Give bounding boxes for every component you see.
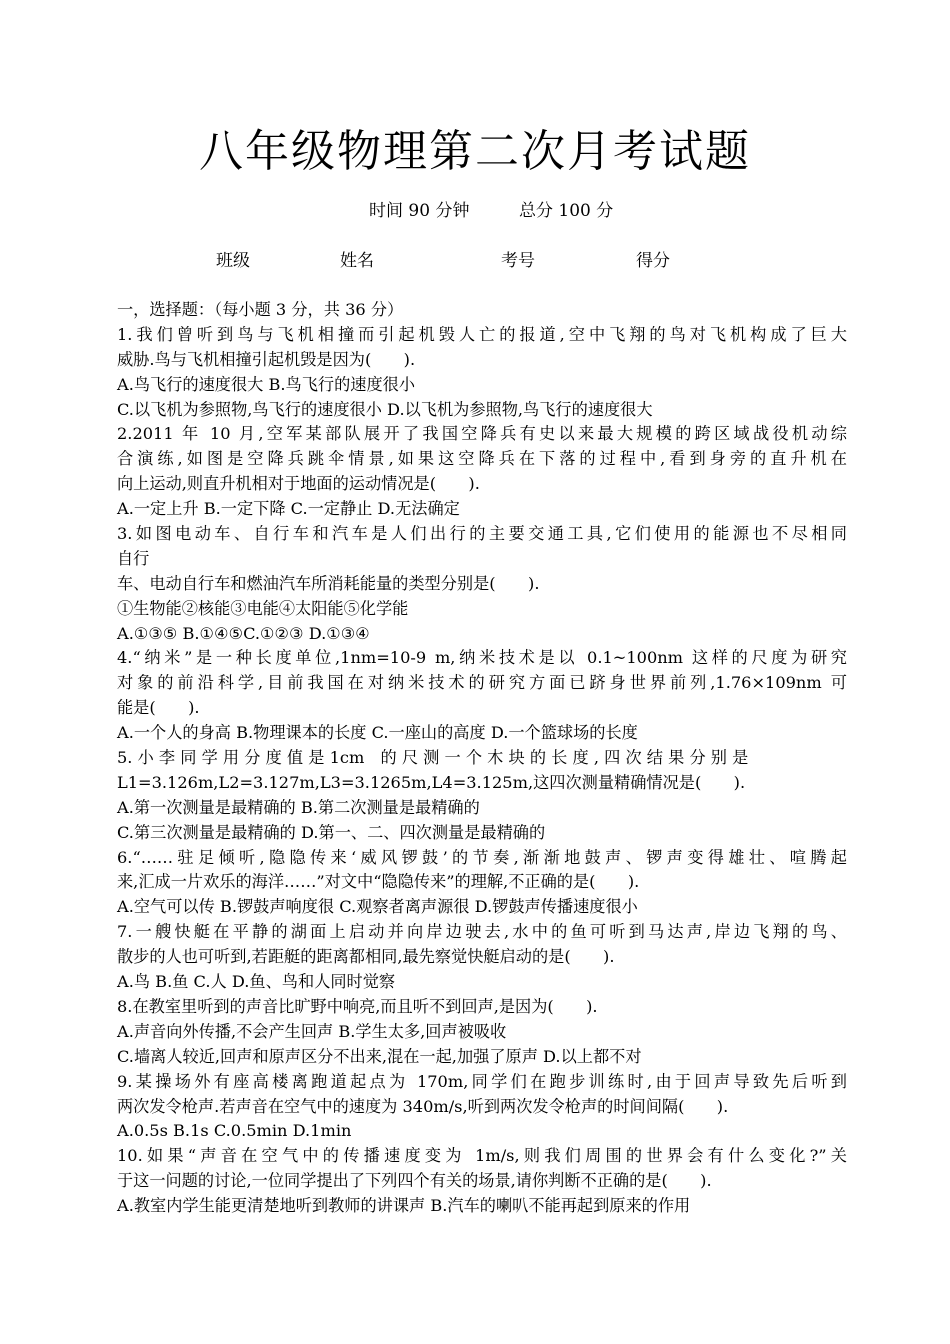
answer-options: A.空气可以传 B.锣鼓声响度很 C.观察者离声源很 D.锣鼓声传播速度很小 xyxy=(117,897,638,917)
exam-number-label: 考号 xyxy=(501,251,535,271)
answer-options: A.鸟飞行的速度很大 B.鸟飞行的速度很小 xyxy=(117,374,416,394)
answer-options: C.墙离人较近,回声和原声区分不出来,混在一起,加强了原声 D.以上都不对 xyxy=(117,1046,642,1066)
answer-options: A.鸟 B.鱼 C.人 D.鱼、鸟和人同时觉察 xyxy=(117,972,396,992)
text-line: 7.一艘快艇在平静的湖面上启动并向岸边驶去,水中的鱼可听到马达声,岸边飞翔的鸟、 xyxy=(117,922,847,942)
text-line: 来,汇成一片欢乐的海洋……”对文中“隐隐传来”的理解,不正确的是( ). xyxy=(117,872,640,892)
text-line: ①生物能②核能③电能④太阳能⑤化学能 xyxy=(117,598,409,618)
exam-body xyxy=(117,298,847,1219)
answer-options: A.一定上升 B.一定下降 C.一定静止 D.无法确定 xyxy=(117,499,460,519)
text-line: 对象的前沿科学,目前我国在对纳米技术的研究方面已跻身世界前列,1.76×109nm 可 xyxy=(117,673,847,693)
text-line: 于这一问题的讨论,一位同学提出了下列四个有关的场景,请你判断不正确的是( ). xyxy=(117,1171,712,1191)
text-line: 散步的人也可听到,若距艇的距离都相同,最先察觉快艇启动的是( ). xyxy=(117,947,615,967)
text-line: 8.在教室里听到的声音比旷野中响亮,而且听不到回声,是因为( ). xyxy=(117,996,598,1016)
text-line: 4.“纳米”是一种长度单位,1nm=10-9 m,纳米技术是以 0.1~100nm 这样的尺度为研究 xyxy=(117,648,847,668)
text-line: 两次发令枪声.若声音在空气中的速度为 340m/s,听到两次发令枪声的时间间隔( ). xyxy=(117,1096,729,1116)
answer-options: A.一个人的身高 B.物理课本的长度 C.一座山的高度 D.一个篮球场的长度 xyxy=(117,723,638,743)
answer-options: A.第一次测量是最精确的 B.第二次测量是最精确的 xyxy=(117,797,480,817)
answer-options: A.教室内学生能更清楚地听到教师的讲课声 B.汽车的喇叭不能再起到原来的作用 xyxy=(117,1196,691,1216)
text-line: 6.“……驻足倾听,隐隐传来‘威风锣鼓’的节奏,渐渐地鼓声、锣声变得雄壮、喧腾起 xyxy=(117,847,847,867)
text-line: 10.如果“声音在空气中的传播速度变为 1m/s,则我们周围的世界会有什么变化?”关 xyxy=(117,1146,847,1166)
text-line: 3.如图电动车、自行车和汽车是人们出行的主要交通工具,它们使用的能源也不尽相同 xyxy=(117,524,847,544)
text-line: 9.某操场外有座高楼离跑道起点为 170m,同学们在跑步训练时,由于回声导致先后听到 xyxy=(117,1071,847,1091)
text-line: L1=3.126m,L2=3.127m,L3=3.1265m,L4=3.125m,这四次测量精确情况是( ). xyxy=(117,772,746,792)
answer-options: A.声音向外传播,不会产生回声 B.学生太多,回声被吸收 xyxy=(117,1021,507,1041)
text-line: 车、电动自行车和燃油汽车所消耗能量的类型分别是( ). xyxy=(117,573,540,593)
class-label: 班级 xyxy=(216,251,250,271)
score-label: 得分 xyxy=(636,251,670,271)
text-line: 能是( ). xyxy=(117,698,200,718)
text-line: 威胁.鸟与飞机相撞引起机毁是因为( ). xyxy=(117,349,416,369)
answer-options: C.第三次测量是最精确的 D.第一、二、四次测量是最精确的 xyxy=(117,822,546,842)
name-label: 姓名 xyxy=(340,251,374,271)
text-line: 5. 小 李 同 学 用 分 度 值 是 1cm 的 尺 测 一 个 木 块 的 长 度 , 四 次 结 果 分 别 是 xyxy=(117,748,749,768)
section-heading: 一，选择题：（每小题 3 分，共 36 分） xyxy=(117,300,404,319)
answer-options: A.①③⑤ B.①④⑤C.①②③ D.①③④ xyxy=(117,623,370,643)
text-line: 1.我们曾听到鸟与飞机相撞而引起机毁人亡的报道,空中飞翔的鸟对飞机构成了巨大 xyxy=(117,324,847,344)
text-line: 自行 xyxy=(117,548,150,568)
answer-options: C.以飞机为参照物,鸟飞行的速度很小 D.以飞机为参照物,鸟飞行的速度很大 xyxy=(117,399,653,419)
text-line: 合演练,如图是空降兵跳伞情景,如果这空降兵在下落的过程中,看到身旁的直升机在 xyxy=(117,449,847,469)
exam-title: 八年级物理第二次月考试题 xyxy=(199,126,751,177)
exam-total-score: 总分 100 分 xyxy=(519,201,614,221)
exam-time: 时间 90 分钟 xyxy=(369,201,470,221)
text-line: 2.2011 年 10 月,空军某部队展开了我国空降兵有史以来最大规模的跨区域战役机动综 xyxy=(117,424,847,444)
answer-options: A.0.5s B.1s C.0.5min D.1min xyxy=(117,1121,352,1141)
text-line: 向上运动,则直升机相对于地面的运动情况是( ). xyxy=(117,474,480,494)
